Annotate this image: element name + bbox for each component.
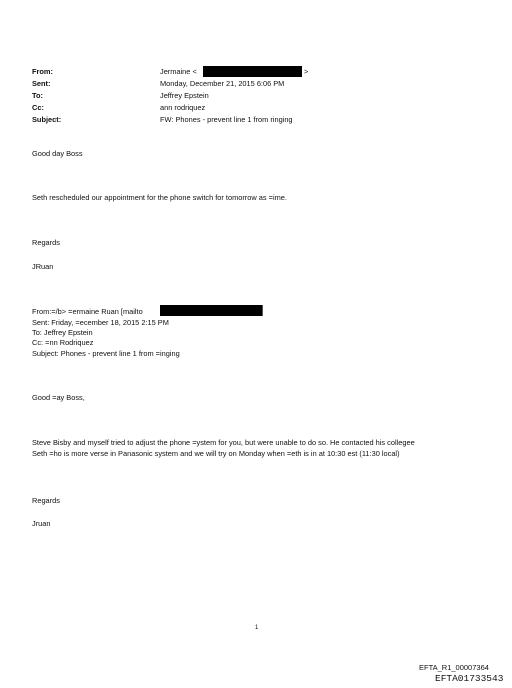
greeting: Good day Boss xyxy=(32,149,83,158)
cc-value: ann rodriquez xyxy=(160,103,206,112)
from-label: From: xyxy=(32,67,53,76)
forwarded-subject: Subject: Phones - prevent line 1 from =inging xyxy=(32,349,180,358)
redaction-edge xyxy=(262,305,263,316)
to-label: To: xyxy=(32,91,43,100)
forwarded-from: From:=/b> =ermaine Ruan [mailto xyxy=(32,307,143,316)
forwarded-cc: Cc: =nn Rodriquez xyxy=(32,338,94,347)
page-number: 1 xyxy=(255,625,259,631)
cc-label: Cc: xyxy=(32,103,44,112)
to-value: Jeffrey Epstein xyxy=(160,91,209,100)
footer-id-primary: EFTA_R1_00007364 xyxy=(419,663,489,672)
subject-label: Subject: xyxy=(32,115,62,124)
forwarded-message-line1: Steve Bisby and myself tried to adjust the phone =ystem for you, but were unable to do so. He contacted his collegee xyxy=(32,438,415,447)
redaction-box xyxy=(160,305,262,316)
forwarded-regards: Regards xyxy=(32,496,60,505)
sent-value: Monday, December 21, 2015 6:06 PM xyxy=(160,79,285,88)
regards: Regards xyxy=(32,238,60,247)
forwarded-sent: Sent: Friday, =ecember 18, 2015 2:15 PM xyxy=(32,318,169,327)
forwarded-message-line2: Seth =ho is more verse in Panasonic system and we will try on Monday when =eth is in at 10:30 est (11:30 local) xyxy=(32,449,400,458)
forwarded-to: To: Jeffrey Epstein xyxy=(32,328,93,337)
subject-value: FW: Phones - prevent line 1 from ringing xyxy=(160,115,293,124)
footer-id-secondary: EFTA01733543 xyxy=(435,673,504,684)
signature: JRuan xyxy=(32,262,54,271)
message: Seth rescheduled our appointment for the phone switch for tomorrow as =ime. xyxy=(32,193,287,202)
forwarded-greeting: Good =ay Boss, xyxy=(32,393,85,402)
redaction-box xyxy=(203,66,302,77)
from-close-bracket: > xyxy=(304,67,309,76)
forwarded-signature: Jruan xyxy=(32,519,51,528)
from-name: Jermaine < xyxy=(160,67,197,76)
sent-label: Sent: xyxy=(32,79,51,88)
